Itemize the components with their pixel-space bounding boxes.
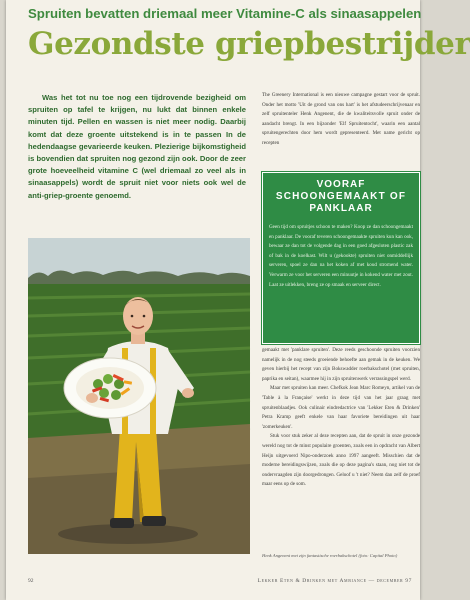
photo-caption: Henk Angenent met zijn fantastische roerbakschotel (foto: Capital Photo)	[262, 553, 398, 558]
sidebar-box	[262, 172, 420, 344]
sidebar-box-title-line: PANKLAAR	[309, 203, 373, 214]
article-kicker: Spruiten bevatten driemaal meer Vitamine-C als sinaasappelen	[28, 6, 422, 21]
body-text-bottom	[262, 346, 420, 490]
chef-photo	[28, 238, 250, 554]
article-headline: Gezondste griepbestrijder	[28, 26, 470, 62]
body-paragraph: Stuk voor stuk zeker al deze recepten aan, dat de spruit in onze gezonde wereld nog tot de minst populaire groenten, zoals een in opdracht van Albert Heijn uitgevoerd Nipo-onderzoek anno 1997 aangeeft. Misschien dat de moderne bereidingswijzen, zoals die op deze pagina's staan, nog niet tot de ondervraagden zijn doorgedrongen. Geloof u 't niet? Neem dan zelf de proef maar eens op de som.	[262, 433, 420, 488]
magazine-footer: Lekker Eten & Drinken met Ambiance — december 97	[257, 578, 412, 584]
body-paragraph: The Greenery International is een nieuwe campagne gestart voor de spruit. Onder het motto 'Uit de grond van ons hart' is het afstudeerschrijvenaar en zelf spruitenteler Henk Angenent, die de kwaliteitsvolle spruit onder de aandacht brengt. In een bijzonder 'Elf Spruitentocht', waarin een aantal spruitengerechten door hem wordt gepresenteerd. Met name gericht op recepten	[262, 92, 420, 146]
article-intro: Was het tot nu toe nog een tijdrovende bezigheid om spruiten op tafel te krijgen, nu lukt dat binnen enkele minuten tijd. Pellen en wassen is niet meer nodig. Daarbij komt dat deze groente uitstekend is in te passen In de hedendaagse gevarieerde keuken. Plezierige bijkomstigheid is bovendien dat spruiten nog gezond zijn ook. Door de zeer grote hoeveelheid vitamine C (wel driemaal zo veel als in sinaasappels) wordt de spruit niet voor niets ook wel de anti-griep-groente genoemd.	[28, 93, 246, 200]
sidebar-box-title-line: VOORAF	[316, 179, 366, 190]
sidebar-box-title	[263, 173, 419, 215]
magazine-page	[6, 0, 470, 600]
page-number: 92	[28, 578, 34, 584]
photo-illustration	[28, 238, 250, 554]
body-paragraph: Maar met spruiten kan meer. Chefkok Jean Marc Romeyn, artikel van de 'Table à la Française' werkt in deze tijd van het jaar graag met spruitenblaadjes. Ook culinair eindredactrice van 'Lekker Eten & Drinken' Petra Kramp geeft enkele van haar favoriete bereidingen uit haar 'zomerkeuken'.	[262, 385, 420, 430]
body-paragraph: gemaakt met 'panklare spruiten'. Deze reeds geschoonde spruiten voorzien namelijk in de nog steeds groeiende behoefte aan gemak in de keuken. We geven hierbij het recept van zijn Bokswadder roerbakschotel (met spruiten, paprika en seitan), waarmee hij in zijn spruitenwerk verrassingspel werd.	[262, 347, 420, 382]
sidebar-box-text: Geen tijd om spruitjes schoon te maken? Koop ze dan schoongemaakt en panklaar. De vooraf teveren schoongemaakte spruiten kun kan ook, bewaar ze dan tot de volgende dag in een goed afgesloten plastic zak of bak in de koelkast. Wilt u (gekookte) spruiten niet onmiddellijk serveren, spoel ze dan na het koken af met koud stromend water. Verwarm ze voor het serveren een minuutje in kokend water met zout. Laat ze uitlekken, breng ze op smaak en serveer direct.	[269, 224, 413, 288]
body-text-top	[262, 91, 420, 149]
sidebar-box-title-line: SCHOONGEMAAKT OF	[275, 191, 407, 202]
